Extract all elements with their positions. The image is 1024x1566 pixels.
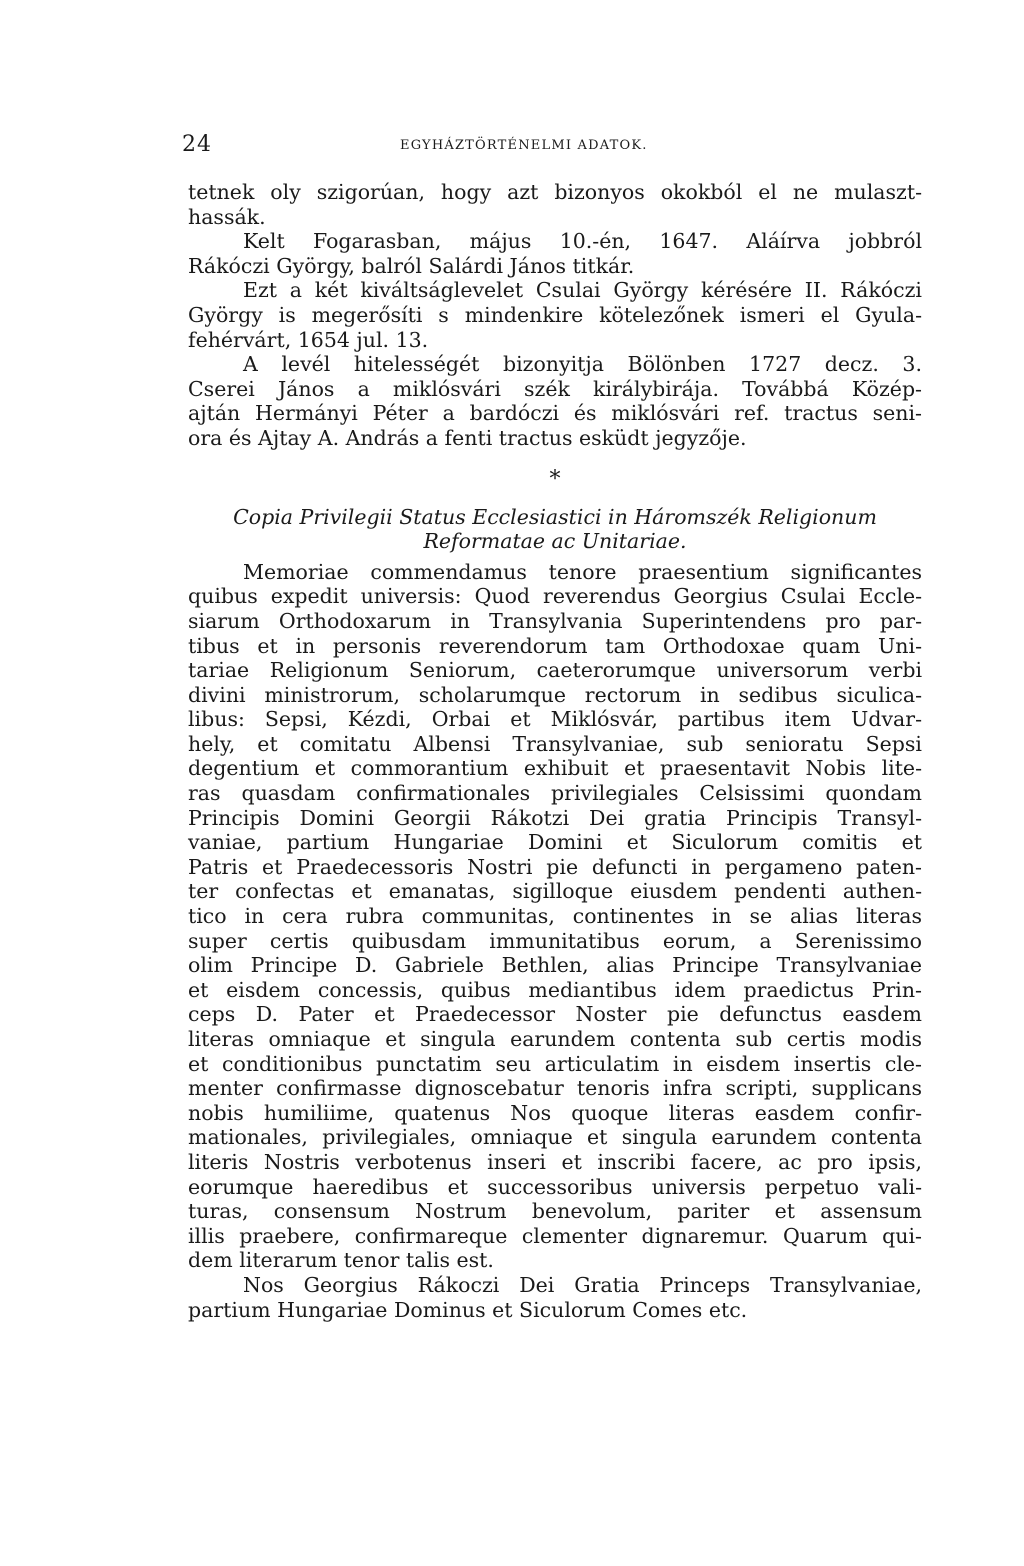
running-title: EGYHÁZTÖRTÉNELMI ADATOK. — [400, 138, 648, 153]
text-line: Memoriae commendamus tenore praesentium significantes — [243, 559, 922, 584]
latin-paragraph-intitulatio — [188, 1273, 922, 1322]
text-line: ter confectas et emanatas, sigilloque eiusdem pendenti authen- — [188, 879, 922, 904]
paragraph-continuation — [188, 180, 922, 229]
text-line: ajtán Hermányi Péter a bardóczi és miklósvári ref. tractus seni- — [188, 401, 922, 426]
text-line: tetnek oly szigorúan, hogy azt bizonyos okokból el ne mulaszt- — [188, 180, 922, 204]
text-line: et eisdem concessis, quibus mediantibus idem praedictus Prin- — [188, 977, 922, 1002]
text-line: degentium et commorantium exhibuit et praesentavit Nobis lite- — [188, 756, 922, 781]
section-heading — [188, 505, 922, 554]
text-line: libus: Sepsi, Kézdi, Orbai et Miklósvár, partibus item Udvar- — [188, 707, 922, 732]
text-line: tico in cera rubra communitas, continentes in se alias literas — [188, 904, 922, 929]
text-line: Principis Domini Georgii Rákotzi Dei gratia Principis Transyl- — [188, 805, 922, 830]
text-line: A levél hitelességét bizonyitja Bölönben 1727 decz. 3. — [243, 352, 922, 377]
text-line: divini ministrorum, scholarumque rectorum in sedibus siculica- — [188, 682, 922, 707]
text-line: menter confirmasse dignoscebatur tenoris infra scripti, supplicans — [188, 1076, 922, 1101]
text-line: Patris et Praedecessoris Nostri pie defuncti in pergameno paten- — [188, 854, 922, 879]
text-line: hely, et comitatu Albensi Transylvaniae, sub senioratu Sepsi — [188, 731, 922, 756]
running-header — [182, 130, 922, 164]
text-line: literas omniaque et singula earundem contenta sub certis modis — [188, 1027, 922, 1051]
page-number: 24 — [182, 132, 212, 157]
heading-line: Reformatae ac Unitariae. — [423, 529, 687, 554]
latin-paragraph — [188, 560, 922, 1273]
text-line: partium Hungariae Dominus et Siculorum Comes etc. — [188, 1297, 748, 1322]
text-line: fehérvárt, 1654 jul. 13. — [188, 327, 429, 352]
text-line: turas, consensum Nostrum benevolum, pariter et assensum — [188, 1199, 922, 1224]
section-separator: * — [549, 466, 561, 492]
text-line: quibus expedit universis: Quod reverendus Georgius Csulai Eccle- — [188, 584, 922, 609]
text-line: Rákóczi György, balról Salárdi János titkár. — [188, 253, 635, 278]
text-line: ras quasdam confirmationales privilegiales Celsissimi quondam — [188, 781, 922, 806]
text-line: tibus et in personis reverendorum tam Orthodoxae quam Uni- — [188, 633, 922, 658]
text-line: vaniae, partium Hungariae Domini et Siculorum comitis et — [188, 830, 922, 855]
heading-line: Copia Privilegii Status Ecclesiastici in Háromszék Religionum — [233, 504, 877, 529]
text-line: dem literarum tenor talis est. — [188, 1248, 494, 1273]
text-line: hassák. — [188, 204, 266, 229]
text-line: et conditionibus punctatim seu articulatim in eisdem insertis cle- — [188, 1051, 922, 1076]
text-line: György is megerősíti s mindenkire kötelezőnek ismeri el Gyula- — [188, 302, 922, 327]
text-line: Kelt Fogarasban, május 10.-én, 1647. Aláírva jobbról — [243, 229, 922, 254]
text-line: ora és Ajtay A. András a fenti tractus esküdt jegyzője. — [188, 425, 747, 450]
paragraph-confirmation — [188, 278, 922, 352]
paragraph-dating — [188, 229, 922, 278]
text-line: Ezt a két kiváltságlevelet Csulai György kérésére II. Rákóczi — [243, 278, 922, 303]
text-line: literis Nostris verbotenus inseri et inscribi facere, ac pro ipsis, — [188, 1149, 922, 1174]
book-page — [182, 130, 922, 1322]
text-line: Cserei János a miklósvári szék királybirája. Továbbá Közép- — [188, 376, 922, 401]
text-line: mationales, privilegiales, omniaque et singula earundem contenta — [188, 1125, 922, 1150]
paragraph-authentication — [188, 352, 922, 450]
text-line: illis praebere, confirmareque clementer dignaremur. Quarum qui- — [188, 1223, 922, 1248]
text-line: siarum Orthodoxarum in Transylvania Superintendens pro par- — [188, 608, 922, 633]
text-line: nobis humiliime, quatenus Nos quoque literas easdem confir- — [188, 1100, 922, 1125]
text-line: olim Principe D. Gabriele Bethlen, alias Principe Transylvaniae — [188, 953, 922, 978]
text-line: Nos Georgius Rákoczi Dei Gratia Princeps Transylvaniae, — [243, 1272, 922, 1297]
text-line: ceps D. Pater et Praedecessor Noster pie defunctus easdem — [188, 1002, 922, 1027]
text-line: super certis quibusdam immunitatibus eorum, a Serenissimo — [188, 928, 922, 953]
text-line: eorumque haeredibus et successoribus universis perpetuo vali- — [188, 1174, 922, 1199]
text-line: tariae Religionum Seniorum, caeterorumque universorum verbi — [188, 658, 922, 683]
